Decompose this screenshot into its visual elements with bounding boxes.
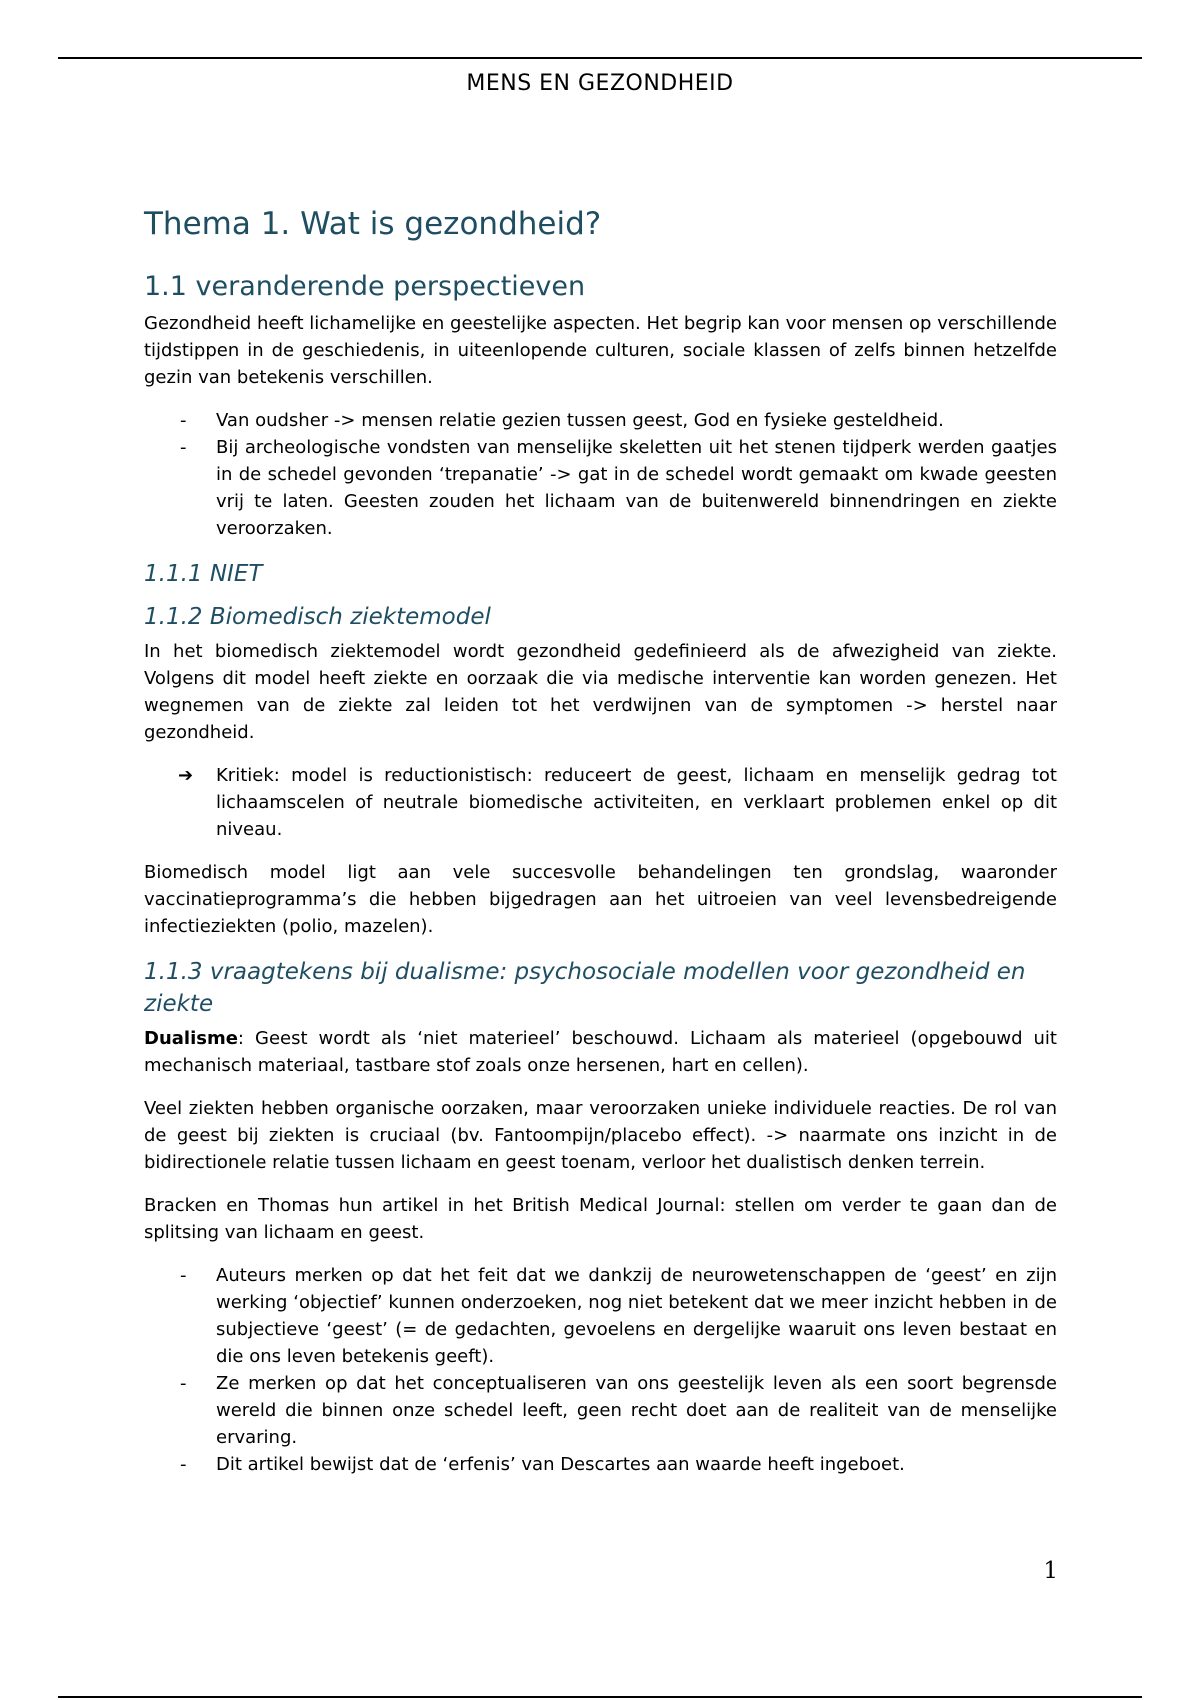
header-rule (58, 57, 1142, 59)
list-item: - Dit artikel bewijst dat de ‘erfenis’ van Descartes aan waarde heeft ingeboet. (216, 1451, 1057, 1478)
list-item: - Van oudsher -> mensen relatie gezien tussen geest, God en fysieke gesteldheid. (216, 407, 1057, 434)
list-item: - Bij archeologische vondsten van menselijke skeletten uit het stenen tijdperk werden gaatjes in de schedel gevonden ‘trepanatie’ -> gat in de schedel wordt gemaakt om kwade geesten vrij te laten. Geesten zouden het lichaam van de buitenwereld binnendringen en ziekte veroorzaken. (216, 434, 1057, 542)
section-heading-1-1-1: 1.1.1 NIET (144, 561, 263, 587)
section-heading-1-1-3: 1.1.3 vraagtekens bij dualisme: psychosociale modellen voor gezondheid en ziekte (144, 959, 1026, 1017)
list-item: - Auteurs merken op dat het feit dat we dankzij de neurowetenschappen de ‘geest’ en zijn werking ‘objectief’ kunnen onderzoeken, nog niet betekent dat we meer inzicht hebben in de subjectieve ‘geest’ (= de gedachten, gevoelens en dergelijke waaruit ons leven bestaat en die ons leven betekenis geeft). (216, 1262, 1057, 1370)
bullet-list-authors (144, 1262, 1057, 1478)
paragraph-biomedical-definition: In het biomedisch ziektemodel wordt gezondheid gedefinieerd als de afwezigheid van ziekte. Volgens dit model heeft ziekte en oorzaak die via medische interventie kan worden genezen. Het wegnemen van de ziekte zal leiden tot het verdwijnen van de symptomen -> herstel naar gezondheid. (144, 641, 1057, 743)
bullet-list-history (144, 407, 1057, 542)
dualisme-definition: : Geest wordt als ‘niet materieel’ beschouwd. Lichaam als materieel (opgebouwd uit mechanisch materiaal, tastbare stof zoals onze hersenen, hart en cellen). (144, 1028, 1057, 1076)
page-number: 1 (1043, 1558, 1058, 1584)
term-dualisme: Dualisme (144, 1028, 238, 1049)
paragraph-intro: Gezondheid heeft lichamelijke en geestelijke aspecten. Het begrip kan voor mensen op verschillende tijdstippen in de geschiedenis, in uiteenlopende culturen, sociale klassen of zelfs binnen hetzelfde gezin van betekenis verschillen. (144, 313, 1057, 388)
footer-rule (58, 1696, 1142, 1698)
section-heading-1-1-2: 1.1.2 Biomedisch ziektemodel (144, 604, 491, 630)
running-header: MENS EN GEZONDHEID (466, 71, 734, 96)
paragraph-organic-causes: Veel ziekten hebben organische oorzaken, maar veroorzaken unieke individuele reacties. De rol van de geest bij ziekten is cruciaal (bv. Fantoompijn/placebo effect). -> naarmate ons inzicht in de bidirectionele relatie tussen lichaam en geest toenam, verloor het dualistisch denken terrein. (144, 1098, 1057, 1173)
paragraph-biomedical-success: Biomedisch model ligt aan vele succesvolle behandelingen ten grondslag, waaronder vaccinatieprogramma’s die hebben bijgedragen aan het uitroeien van veel levensbedreigende infectieziekten (polio, mazelen). (144, 862, 1057, 937)
list-item: ➔ Kritiek: model is reductionistisch: reduceert de geest, lichaam en menselijk gedrag tot lichaamscelen of neutrale biomedische activiteiten, en verklaart problemen enkel op dit niveau. (216, 762, 1057, 843)
paragraph-dualisme (144, 1025, 1057, 1079)
section-heading-1-1: 1.1 veranderende perspectieven (144, 271, 586, 302)
arrow-list-critique (144, 762, 1057, 843)
paragraph-bracken-thomas: Bracken en Thomas hun artikel in het British Medical Journal: stellen om verder te gaan dan de splitsing van lichaam en geest. (144, 1195, 1057, 1243)
list-item: - Ze merken op dat het conceptualiseren van ons geestelijk leven als een soort begrensde wereld die binnen onze schedel leeft, geen recht doet aan de realiteit van de menselijke ervaring. (216, 1370, 1057, 1451)
document-body (144, 204, 1057, 1504)
theme-title: Thema 1. Wat is gezondheid? (144, 206, 602, 242)
